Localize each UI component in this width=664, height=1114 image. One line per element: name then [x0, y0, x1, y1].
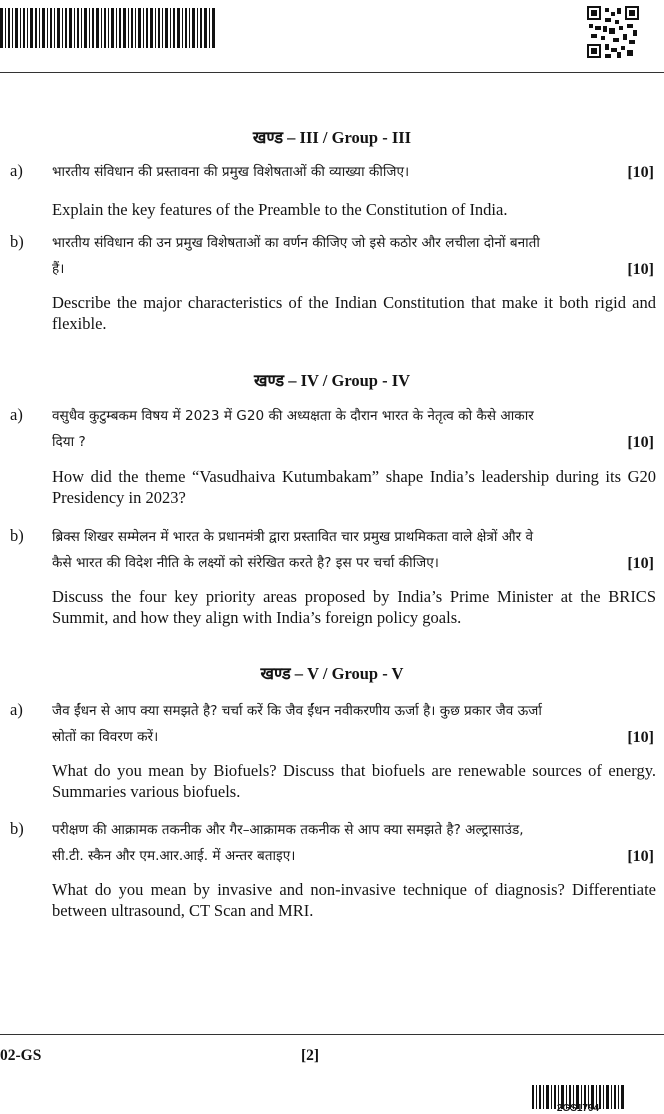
page-number: [2]	[300, 1047, 320, 1064]
question-label: b)	[10, 819, 24, 838]
question-hindi: जैव ईंधन से आप क्या समझते है? चर्चा करें कि जैव ईंधन नवीकरणीय ऊर्जा है। कुछ प्रकार जैव ऊर्जा	[52, 703, 542, 719]
question-hindi: भारतीय संविधान की प्रस्तावना की प्रमुख विशेषताओं की व्याख्या कीजिए।	[52, 164, 410, 180]
question-english: Discuss the four key priority areas proposed by India’s Prime Minister at the BRICS Summit, and how they align with India’s foreign policy goals.	[52, 587, 656, 627]
question-hindi: वसुधैव कुटुम्बकम विषय में 2023 में G20 की अध्यक्षता के दौरान भारत के नेतृत्व को कैसे आकार	[52, 408, 534, 424]
question-hindi: स्रोतों का विवरण करें।	[52, 729, 159, 745]
question-label: a)	[10, 700, 23, 719]
qr-code-icon	[587, 6, 639, 58]
question-marks: [10]	[627, 434, 654, 451]
group-heading: खण्ड – III / Group - III	[252, 128, 412, 147]
question-english: What do you mean by Biofuels? Discuss that biofuels are renewable sources of energy. Summaries various biofuels.	[52, 761, 656, 801]
question-label: b)	[10, 232, 24, 251]
group-heading: खण्ड – V / Group - V	[260, 664, 404, 683]
barcode-icon	[0, 8, 216, 48]
question-english: Explain the key features of the Preamble to the Constitution of India.	[52, 200, 508, 219]
question-hindi: दिया ?	[52, 434, 86, 450]
question-label: b)	[10, 526, 24, 545]
question-marks: [10]	[627, 555, 654, 572]
question-label: a)	[10, 405, 23, 424]
question-marks: [10]	[627, 729, 654, 746]
question-hindi: कैसे भारत की विदेश नीति के लक्ष्यों को संरेखित करते है? इस पर चर्चा कीजिए।	[52, 555, 439, 571]
question-hindi: ब्रिक्स शिखर सम्मेलन में भारत के प्रधानमंत्री द्वारा प्रस्तावित चार प्रमुख प्राथमिकता वाले क्षेत्रों और वे	[52, 529, 534, 545]
question-label: a)	[10, 161, 23, 180]
question-english: What do you mean by invasive and non-invasive technique of diagnosis? Differentiate between ultrasound, CT Scan and MRI.	[52, 880, 656, 920]
group-heading: खण्ड – IV / Group - IV	[253, 371, 411, 390]
question-english: Describe the major characteristics of the Indian Constitution that make it both rigid and flexible.	[52, 293, 656, 333]
question-marks: [10]	[627, 261, 654, 278]
question-marks: [10]	[627, 848, 654, 865]
question-hindi: भारतीय संविधान की उन प्रमुख विशेषताओं का वर्णन कीजिए जो इसे कठोर और लचीला दोनों बनाती	[52, 235, 540, 251]
header-rule	[0, 72, 664, 73]
paper-code: 02-GS	[0, 1047, 42, 1064]
question-marks: [10]	[627, 164, 654, 181]
question-english: How did the theme “Vasudhaiva Kutumbakam” shape India’s leadership during its G20 Presidency in 2023?	[52, 467, 656, 507]
question-hindi: सी.टी. स्कैन और एम.आर.आई. में अन्तर बताइए।	[52, 848, 296, 864]
footer-rule	[0, 1034, 664, 1035]
question-hindi: परीक्षण की आक्रामक तकनीक और गैर–आक्रामक तकनीक से आप क्या समझते है? अल्ट्रासाउंड,	[52, 822, 524, 838]
barcode-serial: 2GS1794	[556, 1103, 600, 1114]
question-hindi: हैं।	[52, 261, 65, 277]
